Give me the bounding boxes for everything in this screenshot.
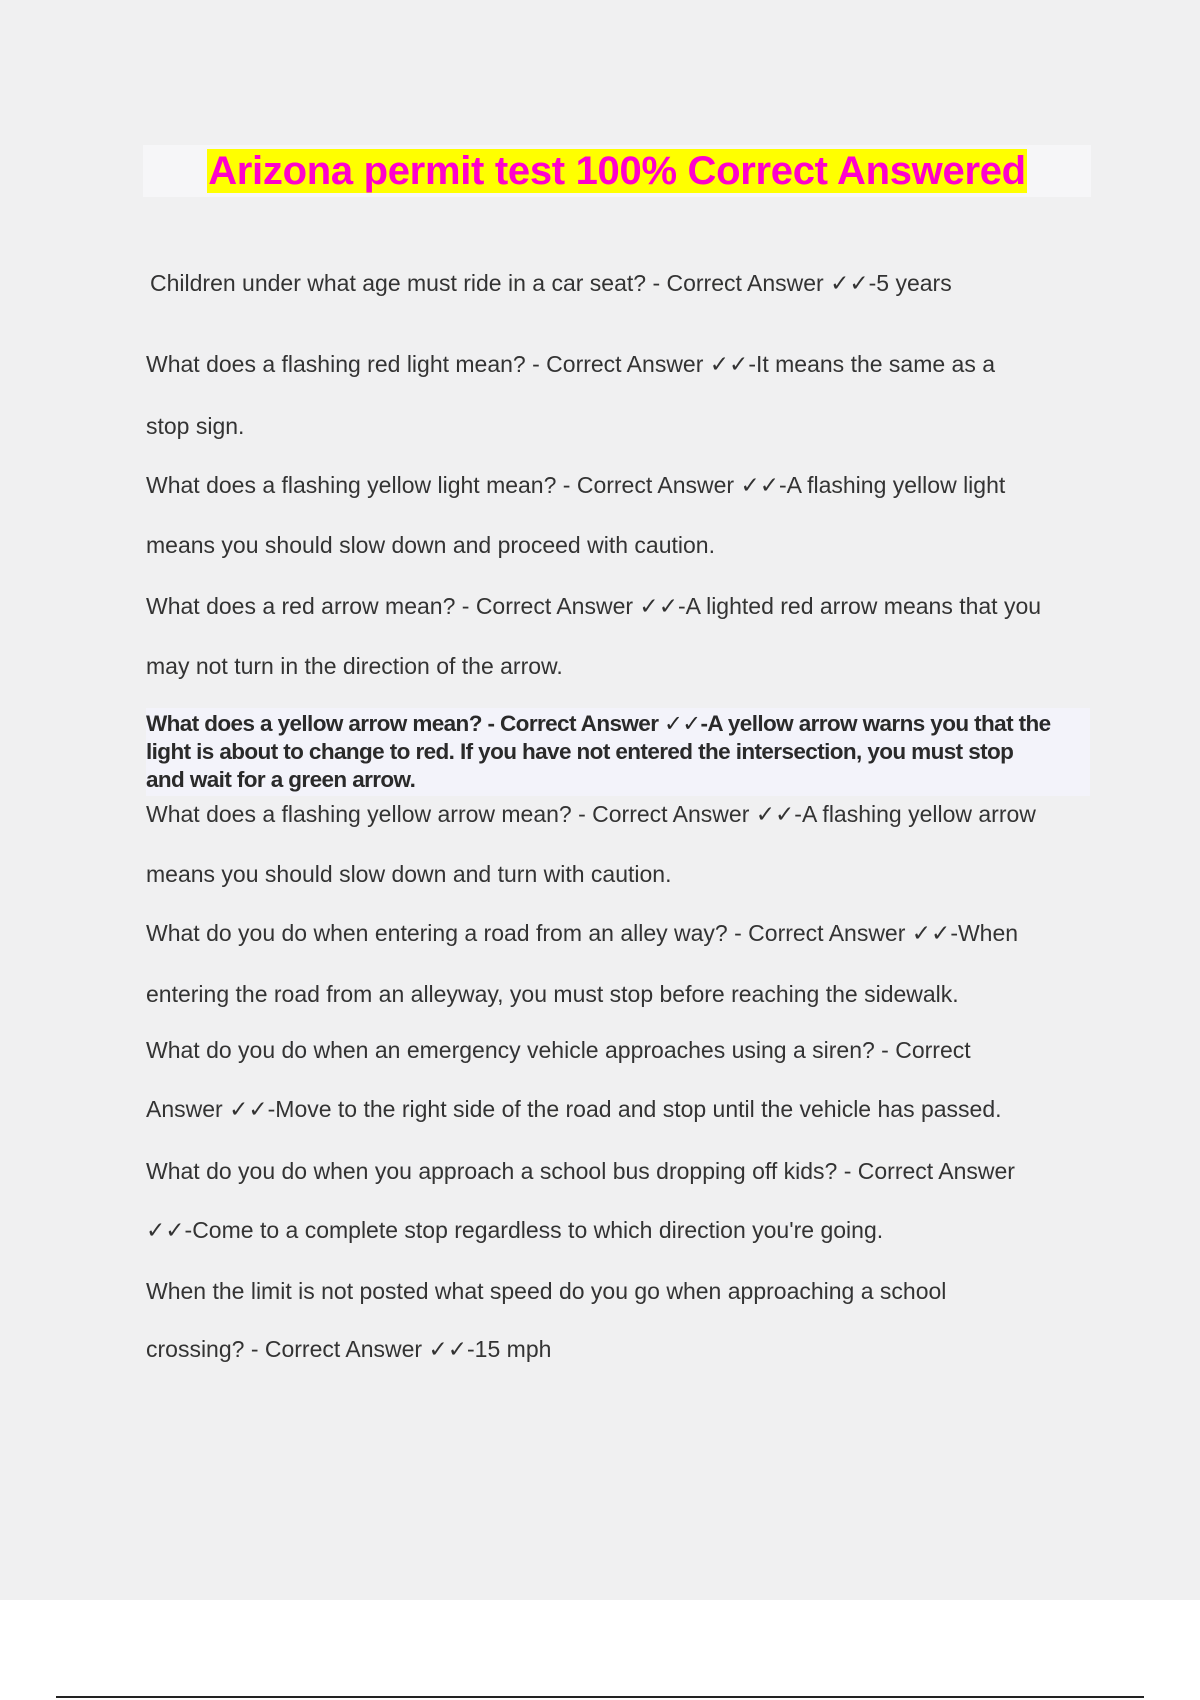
- qa-line-7b: entering the road from an alleyway, you must stop before reaching the sidewalk.: [146, 981, 959, 1007]
- qa-line-7a: What do you do when entering a road from an alley way? - Correct Answer ✓✓-When: [146, 920, 1019, 946]
- qa-line-2a: What does a flashing red light mean? - Correct Answer ✓✓-It means the same as a: [146, 351, 996, 377]
- qa-line-8b: Answer ✓✓-Move to the right side of the road and stop until the vehicle has passed.: [146, 1096, 1002, 1122]
- qa-line-4b: may not turn in the direction of the arrow.: [146, 653, 563, 679]
- qa-line-4a: What does a red arrow mean? - Correct Answer ✓✓-A lighted red arrow means that you: [146, 593, 1042, 619]
- qa-line-3a: What does a flashing yellow light mean? - Correct Answer ✓✓-A flashing yellow light: [146, 472, 1006, 498]
- qa-line-5a: What does a yellow arrow mean? - Correct Answer ✓✓-A yellow arrow warns you that the: [146, 711, 1051, 736]
- qa-line-1: Children under what age must ride in a car seat? - Correct Answer ✓✓-5 years: [150, 270, 952, 296]
- qa-line-8a: What do you do when an emergency vehicle approaches using a siren? - Correct: [146, 1037, 971, 1063]
- qa-line-9a: What do you do when you approach a school bus dropping off kids? - Correct Answer: [146, 1158, 1015, 1184]
- qa-bold-block: [146, 708, 1090, 796]
- footer-divider: [56, 1696, 1144, 1698]
- qa-line-2b: stop sign.: [146, 413, 245, 439]
- qa-line-10a: When the limit is not posted what speed do you go when approaching a school: [146, 1278, 947, 1304]
- qa-line-5b: light is about to change to red. If you have not entered the intersection, you must stop: [146, 739, 1014, 764]
- title-banner: [143, 145, 1091, 197]
- page-title: Arizona permit test 100% Correct Answered: [208, 149, 1026, 193]
- qa-line-10b: crossing? - Correct Answer ✓✓-15 mph: [146, 1336, 552, 1362]
- qa-line-3b: means you should slow down and proceed with caution.: [146, 532, 715, 558]
- qa-line-6b: means you should slow down and turn with caution.: [146, 861, 672, 887]
- qa-line-9b: ✓✓-Come to a complete stop regardless to which direction you're going.: [146, 1217, 884, 1243]
- qa-line-5c: and wait for a green arrow.: [146, 767, 416, 792]
- qa-line-6a: What does a flashing yellow arrow mean? - Correct Answer ✓✓-A flashing yellow arrow: [146, 801, 1036, 827]
